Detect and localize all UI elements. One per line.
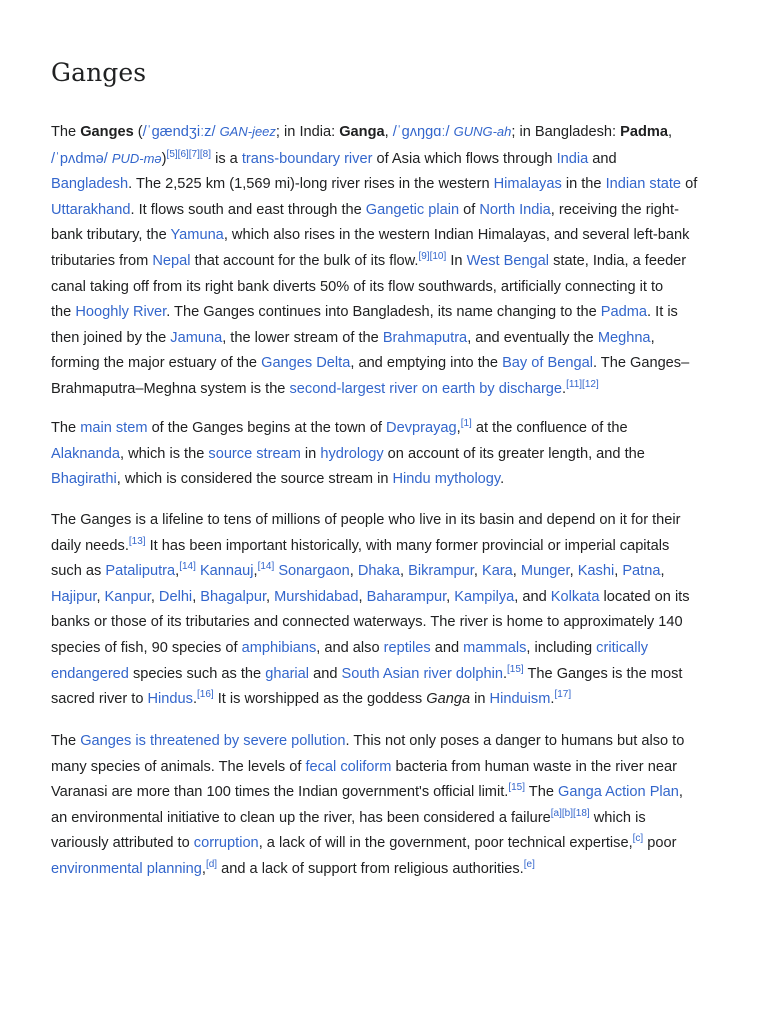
text: state, India, a feeder	[549, 252, 687, 269]
link-kannauj[interactable]: Kannauj	[199, 563, 254, 580]
text: is a	[211, 150, 242, 167]
text-line	[51, 172, 711, 198]
text: ; in Bangladesh:	[511, 124, 621, 140]
link-north-india[interactable]: North India	[479, 201, 551, 218]
text-line	[51, 636, 711, 662]
text: It is worshipped as the goddess	[213, 691, 427, 708]
respelling: GUNG-ah	[453, 124, 512, 139]
citation-link[interactable]: [14]	[257, 561, 275, 573]
text: . It flows south and east through the	[130, 201, 366, 218]
text: ,	[456, 420, 461, 436]
link-gangetic-plain[interactable]: Gangetic plain	[365, 201, 460, 218]
text: of Asia which flows through	[372, 150, 557, 167]
pronunciation-link[interactable]	[51, 151, 162, 167]
text-line	[51, 326, 711, 352]
text-line	[51, 729, 711, 755]
text: It has been important historically, with many former provincial or imperial capitals	[145, 537, 670, 554]
text: The Ganges is a lifeline to tens of millions of people who live in its basin and depend on it for their	[51, 512, 681, 528]
text-line	[51, 508, 711, 534]
text-line	[51, 146, 711, 173]
link-kolkata[interactable]: Kolkata	[550, 588, 600, 605]
text: ,	[358, 588, 367, 605]
link-devprayag[interactable]: Devprayag	[386, 420, 457, 436]
text-line	[51, 610, 711, 636]
text: , a lack of will in the government, poor technical expertise,	[258, 835, 633, 852]
link-bhagalpur[interactable]: Bhagalpur	[200, 588, 267, 605]
text-line	[51, 559, 711, 585]
text: ,	[349, 563, 358, 580]
text-line	[51, 119, 711, 146]
ipa-text: /ˈpʌdmə/	[51, 150, 112, 167]
link-murshidabad[interactable]: Murshidabad	[274, 588, 359, 605]
text: The	[51, 124, 81, 140]
text: in	[300, 445, 321, 462]
link-alaknanda[interactable]: Alaknanda	[51, 445, 120, 462]
link-sonargaon[interactable]: Sonargaon	[278, 563, 350, 580]
respelling: PUD-mə	[111, 150, 162, 166]
text-line	[51, 377, 711, 403]
text-line	[51, 806, 711, 832]
link-patna[interactable]: Patna	[622, 563, 661, 580]
text-line	[51, 416, 711, 442]
link-kara[interactable]: Kara	[481, 563, 513, 580]
text: ,	[266, 588, 275, 605]
text-line	[51, 585, 711, 611]
text: ,	[175, 563, 180, 580]
italic-term: Ganga	[426, 691, 471, 708]
text: forming the major estuary of the	[51, 355, 262, 372]
link-mammals[interactable]: mammals	[463, 639, 527, 656]
text: such as	[51, 563, 106, 580]
text: which is	[589, 809, 646, 826]
link-second-largest-river[interactable]: second-largest river on earth by discharge	[289, 380, 563, 397]
text: .	[550, 691, 555, 708]
text-line	[51, 198, 711, 224]
text: , receiving the right-	[550, 201, 679, 218]
text: located on its	[599, 588, 690, 605]
link-hinduism[interactable]: Hinduism	[489, 691, 551, 708]
citation-link[interactable]: [15]	[508, 782, 526, 794]
text-line	[51, 534, 711, 560]
link-kampilya[interactable]: Kampilya	[454, 588, 515, 605]
text: The	[525, 784, 559, 801]
text: .	[502, 665, 508, 682]
text: ,	[201, 860, 206, 877]
text: ; in India:	[275, 124, 340, 140]
link-hindu-mythology[interactable]: Hindu mythology	[392, 471, 501, 488]
text-line	[51, 831, 711, 857]
text: Brahmaputra–Meghna system is the	[51, 380, 290, 397]
paragraph-intro	[51, 119, 711, 403]
text: ,	[678, 784, 683, 801]
link-main-stem[interactable]: main stem	[80, 420, 148, 436]
text: banks or those of its tributaries and connected waterways. The river is home to approximately 140	[51, 614, 683, 631]
text: in the	[561, 176, 606, 193]
link-ganga-action-plan[interactable]: Ganga Action Plan	[558, 784, 679, 801]
link-nepal[interactable]: Nepal	[152, 252, 191, 269]
text: tributaries from	[51, 252, 153, 269]
text: (	[133, 124, 143, 140]
text-line	[51, 857, 711, 883]
citation-link[interactable]: [5][6][7][8]	[166, 148, 212, 160]
text: poor	[643, 835, 677, 852]
text: ,	[473, 563, 482, 580]
text: , which is considered the source stream in	[116, 471, 393, 488]
text-line	[51, 300, 711, 326]
link-bikrampur[interactable]: Bikrampur	[408, 563, 474, 580]
text: then joined by the	[51, 329, 171, 346]
respelling: GAN-jeez	[219, 124, 276, 139]
link-himalayas[interactable]: Himalayas	[493, 176, 562, 193]
link-ganges-pollution[interactable]: Ganges is threatened by severe pollution	[80, 733, 346, 749]
text: ,	[253, 563, 258, 580]
text: )	[161, 150, 167, 167]
bold-term: Ganges	[80, 124, 134, 140]
link-padma[interactable]: Padma	[600, 304, 648, 321]
text: on account of its greater length, and the	[383, 445, 645, 462]
text: .	[500, 471, 505, 488]
text: The	[51, 733, 81, 749]
text-line	[51, 687, 711, 713]
page-title: Ganges	[51, 58, 147, 87]
text: an environmental initiative to clean up the river, has been considered a failure	[51, 809, 551, 826]
link-critically-endangered[interactable]: endangered	[51, 665, 129, 682]
text: , and eventually the	[467, 329, 598, 346]
bold-term: Ganga	[339, 124, 385, 140]
bold-term: Padma	[620, 124, 668, 140]
paragraph-lifeline	[51, 508, 711, 713]
ipa-text: /ˈɡændʒiːz/	[142, 124, 220, 140]
link-critically-endangered[interactable]: critically	[596, 639, 649, 656]
text: . It is	[647, 304, 678, 321]
link-hindus[interactable]: Hindus	[147, 691, 193, 708]
text: The Ganges is the most	[523, 665, 683, 682]
text: , which is the	[119, 445, 209, 462]
link-pataliputra[interactable]: Pataliputra	[105, 563, 176, 580]
text: , and emptying into the	[350, 355, 503, 372]
link-environmental-planning[interactable]: environmental planning	[51, 860, 202, 877]
text: ,	[400, 563, 409, 580]
text: , which also rises in the western Indian Himalayas, and several left-bank	[223, 227, 690, 244]
text-line	[51, 275, 711, 301]
text: The	[51, 420, 81, 436]
link-amphibians[interactable]: amphibians	[241, 639, 317, 656]
link-delhi[interactable]: Delhi	[158, 588, 193, 605]
text: species of fish, 90 species of	[51, 639, 242, 656]
link-trans-boundary-river[interactable]: trans-boundary river	[241, 150, 373, 167]
text-line	[51, 780, 711, 806]
citation-link[interactable]: [16]	[197, 689, 214, 701]
link-india[interactable]: India	[556, 150, 589, 167]
link-hooghly-river[interactable]: Hooghly River	[75, 304, 167, 321]
link-bhagirathi[interactable]: Bhagirathi	[51, 471, 117, 488]
link-fecal-coliform[interactable]: fecal coliform	[305, 758, 392, 775]
link-baharampur[interactable]: Baharampur	[366, 588, 447, 605]
text: Varanasi are more than 100 times the Indian government's official limit.	[51, 784, 509, 801]
text: sacred river to	[51, 691, 148, 708]
text: at the confluence of the	[471, 420, 628, 436]
link-kanpur[interactable]: Kanpur	[104, 588, 151, 605]
text: species such as the	[128, 665, 266, 682]
text: ,	[512, 563, 521, 580]
text: . This not only poses a danger to humans but also to	[345, 733, 685, 749]
text: .	[192, 691, 198, 708]
text: ,	[614, 563, 623, 580]
text: . The Ganges–	[592, 355, 690, 372]
text-line	[51, 249, 711, 275]
link-south-asian-river-dolphin[interactable]: South Asian river dolphin	[341, 665, 503, 682]
text: ,	[96, 588, 105, 605]
paragraph-main-stem	[51, 416, 711, 493]
link-source-stream[interactable]: source stream	[208, 445, 301, 462]
citation-link[interactable]: [9][10]	[418, 251, 447, 263]
text: ,	[650, 329, 655, 346]
text-line	[51, 442, 711, 468]
link-reptiles[interactable]: reptiles	[383, 639, 431, 656]
citation-link[interactable]: [14]	[179, 561, 196, 573]
text: ,	[667, 124, 673, 140]
link-jamuna[interactable]: Jamuna	[170, 329, 223, 346]
text: , the lower stream of the	[222, 329, 383, 346]
citation-link[interactable]: [1]	[460, 418, 472, 430]
text: variously attributed to	[51, 835, 194, 852]
citation-link[interactable]: [a][b][18]	[550, 807, 590, 819]
paragraph-pollution	[51, 729, 711, 883]
text-line	[51, 223, 711, 249]
link-dhaka[interactable]: Dhaka	[357, 563, 401, 580]
link-bangladesh[interactable]: Bangladesh	[51, 176, 129, 193]
link-indian-state[interactable]: Indian state	[605, 176, 682, 193]
link-uttarakhand[interactable]: Uttarakhand	[51, 201, 131, 218]
text: in	[470, 691, 490, 708]
text: , and also	[316, 639, 384, 656]
text: . The Ganges continues into Bangladesh, its name changing to the	[166, 304, 601, 321]
link-hydrology[interactable]: hydrology	[320, 445, 384, 462]
text: bacteria from human waste in the river near	[391, 758, 677, 775]
text-line	[51, 662, 711, 688]
text: ,	[192, 588, 201, 605]
text: , including	[526, 639, 597, 656]
link-gharial[interactable]: gharial	[265, 665, 310, 682]
ipa-text: /ˈɡʌŋɡɑː/	[392, 124, 454, 140]
citation-link[interactable]: [17]	[554, 689, 572, 701]
text: daily needs.	[51, 537, 129, 554]
citation-link[interactable]: [11][12]	[566, 379, 599, 391]
citation-link[interactable]: [e]	[523, 859, 535, 871]
citation-link[interactable]: [15]	[507, 663, 524, 675]
text: of	[681, 176, 698, 193]
link-yamuna[interactable]: Yamuna	[170, 227, 224, 244]
link-bay-of-bengal[interactable]: Bay of Bengal	[502, 355, 593, 372]
text: . The 2,525 km (1,569 mi)-long river rises in the western	[128, 176, 494, 193]
text: many species of animals. The levels of	[51, 758, 306, 775]
text: ,	[569, 563, 578, 580]
text: of	[459, 201, 480, 218]
text: .	[562, 380, 567, 397]
citation-link[interactable]: [d]	[205, 859, 218, 871]
text: ,	[384, 124, 393, 140]
text: of the Ganges begins at the town of	[147, 420, 387, 436]
text: and a lack of support from religious authorities.	[217, 860, 524, 877]
text: ,	[660, 563, 665, 580]
text: the	[51, 304, 76, 321]
link-west-bengal[interactable]: West Bengal	[466, 252, 550, 269]
text-line	[51, 467, 711, 493]
link-ganges-delta[interactable]: Ganges Delta	[261, 355, 351, 372]
text: and	[309, 665, 342, 682]
text: In	[446, 252, 467, 269]
citation-link[interactable]: [c]	[632, 833, 644, 845]
pronunciation-link[interactable]	[143, 124, 276, 140]
text: ,	[150, 588, 159, 605]
text-line	[51, 351, 711, 377]
text: canal taking off from its right bank diverts 50% of its flow southwards, artificially connecting it to	[51, 278, 664, 295]
text: and	[588, 150, 617, 167]
link-hajipur[interactable]: Hajipur	[51, 588, 97, 605]
link-munger[interactable]: Munger	[520, 563, 570, 580]
text: , and	[514, 588, 551, 605]
link-meghna[interactable]: Meghna	[597, 329, 651, 346]
link-brahmaputra[interactable]: Brahmaputra	[382, 329, 468, 346]
pronunciation-link[interactable]	[393, 124, 512, 140]
citation-link[interactable]: [13]	[128, 535, 146, 547]
link-kashi[interactable]: Kashi	[577, 563, 615, 580]
text: bank tributary, the	[51, 227, 171, 244]
text: and	[430, 639, 464, 656]
text: ,	[446, 588, 455, 605]
link-corruption[interactable]: corruption	[193, 835, 259, 852]
text-line	[51, 755, 711, 781]
text: that account for the bulk of its flow.	[190, 252, 419, 269]
